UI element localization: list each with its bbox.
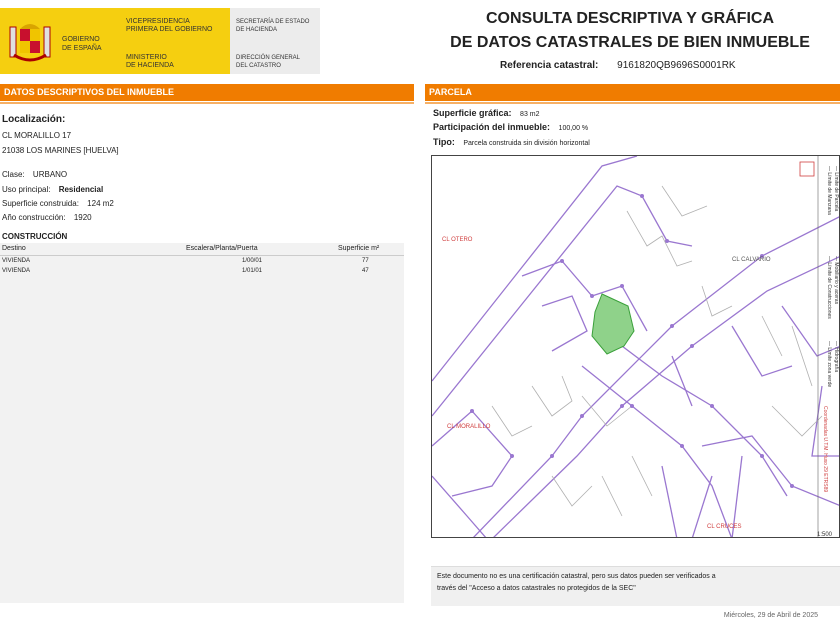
table-row xyxy=(0,266,404,276)
address-line-2: 21038 LOS MARINES [HUELVA] xyxy=(2,146,119,155)
reference-line xyxy=(500,60,736,71)
tipo-value: Parcela construida sin división horizontal xyxy=(463,140,590,147)
disclaimer-line-2: través del "Acceso a datos catastrales no protegidos de la SEC" xyxy=(437,585,636,592)
legend-item: — Mobiliario y aceras xyxy=(833,256,839,305)
sup-grafica-row xyxy=(433,108,540,118)
reference-label: Referencia catastral: xyxy=(500,60,599,71)
clase-value: URBANO xyxy=(32,170,68,179)
participacion-row xyxy=(433,122,588,132)
legend-item: — Límite de Construcciones xyxy=(826,256,832,319)
table-cell: VIVIENDA xyxy=(2,258,31,264)
participacion-label: Participación del inmueble: xyxy=(433,122,551,132)
street-label: CL MORALILLO xyxy=(447,424,491,430)
table-cell: 47 xyxy=(362,268,369,274)
sup-grafica-label: Superficie gráfica: xyxy=(433,108,512,118)
document-date: Miércoles, 29 de Abril de 2025 xyxy=(723,612,818,619)
ministry-line-2a: MINISTERIO xyxy=(126,54,167,61)
legend-item: — Límite zona verde xyxy=(826,341,832,388)
uso-row xyxy=(2,185,103,194)
cadastral-map[interactable] xyxy=(431,155,840,538)
table-header-destino: Destino xyxy=(2,245,26,252)
table-cell: 77 xyxy=(362,258,369,264)
table-cell: 1/00/01 xyxy=(242,258,263,264)
reference-value: 9161820QB9696S0001RK xyxy=(617,60,736,71)
superficie-row xyxy=(2,199,114,208)
table-header-planta: Escalera/Planta/Puerta xyxy=(186,245,258,252)
table-cell: VIVIENDA xyxy=(2,268,31,274)
street-label: CL CRUCES xyxy=(707,524,742,530)
ministry-line-1b: PRIMERA DEL GOBIERNO xyxy=(126,26,213,33)
construccion-title: CONSTRUCCIÓN xyxy=(2,232,68,241)
scale-label: 1:500 xyxy=(817,532,833,538)
disclaimer-box xyxy=(431,566,840,606)
uso-label: Uso principal: xyxy=(2,185,51,194)
superficie-value: 124 m2 xyxy=(87,199,114,208)
table-row xyxy=(0,256,404,266)
superficie-label: Superficie construida: xyxy=(2,199,79,208)
street-label: CL CALVARIO xyxy=(732,257,771,263)
gov-line-2: DE ESPAÑA xyxy=(62,45,102,52)
clase-label: Clase: xyxy=(2,170,25,179)
legend-item: — Hidrografía xyxy=(833,341,839,373)
ministry-block xyxy=(118,8,230,74)
page-title-line-2: DE DATOS CATASTRALES DE BIEN INMUEBLE xyxy=(450,34,810,51)
participacion-value: 100,00 % xyxy=(558,125,589,132)
localizacion-label: Localización: xyxy=(2,114,66,125)
uso-value: Residencial xyxy=(58,185,104,194)
ministry-line-1a: VICEPRESIDENCIA xyxy=(126,18,190,25)
sec-line-2b: DEL CATASTRO xyxy=(236,63,281,69)
sec-line-1a: SECRETARÍA DE ESTADO xyxy=(236,19,310,25)
gov-block xyxy=(0,8,118,74)
legend-item: — Límite de Parcela xyxy=(833,166,839,212)
coat-of-arms-icon xyxy=(4,15,56,67)
coordinates-note: Coordenadas U.T.M. Huso 29 ETRS89 xyxy=(822,406,828,493)
highlighted-parcel[interactable] xyxy=(592,294,634,354)
table-header-superficie: Superficie m² xyxy=(338,245,380,252)
parcel-section-header: PARCELA xyxy=(425,84,840,101)
address-line-1: CL MORALILLO 17 xyxy=(2,131,72,140)
secretariat-block xyxy=(230,8,320,74)
disclaimer-line-1: Este documento no es una certificación catastral, pero sus datos pueden ser verificados a xyxy=(437,573,716,580)
clase-row xyxy=(2,170,67,179)
sup-grafica-value: 83 m2 xyxy=(520,111,540,118)
anio-value: 1920 xyxy=(73,213,92,222)
table-header xyxy=(0,243,404,256)
sec-line-2a: DIRECCIÓN GENERAL xyxy=(236,55,301,61)
anio-label: Año construcción: xyxy=(2,213,66,222)
street-label: CL OTERO xyxy=(442,237,473,243)
parcel-map-drawing xyxy=(432,156,840,538)
government-header xyxy=(0,8,322,74)
page-title-line-1: CONSULTA DESCRIPTIVA Y GRÁFICA xyxy=(485,10,774,27)
descriptive-section-header: DATOS DESCRIPTIVOS DEL INMUEBLE xyxy=(0,84,414,101)
tipo-row xyxy=(433,137,590,147)
ministry-line-2b: DE HACIENDA xyxy=(126,62,174,69)
anio-row xyxy=(2,213,92,222)
construction-table xyxy=(0,243,404,603)
table-cell: 1/01/01 xyxy=(242,268,263,274)
sec-line-1b: DE HACIENDA xyxy=(236,27,278,33)
tipo-label: Tipo: xyxy=(433,137,455,147)
legend-item: — Límite de Manzana xyxy=(826,166,832,215)
gov-line-1: GOBIERNO xyxy=(62,36,100,43)
